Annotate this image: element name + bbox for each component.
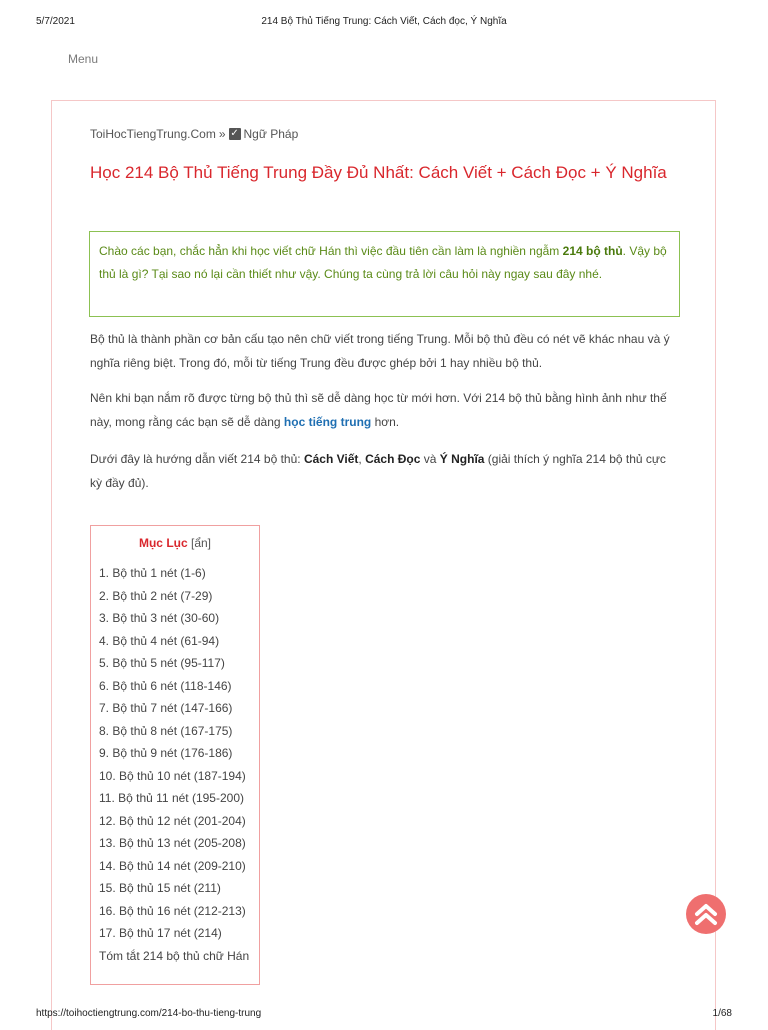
learn-chinese-link[interactable]: học tiếng trung (283, 415, 372, 429)
toc-item[interactable]: 1. Bộ thủ 1 nét (1-6) (99, 566, 206, 580)
toc-item[interactable]: 4. Bộ thủ 4 nét (61-94) (99, 633, 220, 648)
breadcrumb-category-link[interactable]: Ngữ Pháp (243, 127, 299, 141)
paragraph-guide (90, 447, 680, 495)
toc-item[interactable]: 14. Bộ thủ 14 nét (209-210) (99, 858, 246, 873)
toc-item[interactable]: 6. Bộ thủ 6 nét (118-146) (99, 678, 232, 693)
toc-item[interactable]: 11. Bộ thủ 11 nét (195-200) (99, 791, 244, 805)
toc-item[interactable]: 7. Bộ thủ 7 nét (147-166) (99, 701, 233, 715)
toc-item[interactable]: 8. Bộ thủ 8 nét (167-175) (99, 723, 233, 738)
intro-box (89, 231, 680, 317)
breadcrumb-home-link[interactable]: ToiHocTiengTrung.Com (90, 127, 216, 141)
toc-item[interactable]: Tóm tắt 214 bộ thủ chữ Hán (99, 948, 250, 963)
toc-toggle-button[interactable]: [ẩn] (191, 536, 212, 550)
paragraph-benefit (90, 386, 680, 434)
toc-item[interactable]: 17. Bộ thủ 17 nét (214) (99, 926, 222, 940)
print-doc-title: 214 Bộ Thủ Tiếng Trung: Cách Viết, Cách đọc, Ý Nghĩa (261, 16, 507, 27)
toc-item[interactable]: 9. Bộ thủ 9 nét (176-186) (99, 746, 233, 760)
print-header (0, 0, 768, 40)
toc-item[interactable]: 15. Bộ thủ 15 nét (211) (99, 881, 221, 895)
menu-button[interactable]: Menu (68, 52, 99, 66)
print-page-number: 1/68 (712, 1008, 732, 1019)
breadcrumb (90, 127, 298, 141)
table-of-contents (90, 525, 260, 985)
article-card (51, 100, 716, 1030)
guide-text-end: (giải thích ý nghĩa 214 bộ thủ cực kỳ đầy đủ). (90, 452, 666, 490)
toc-item[interactable]: 12. Bộ thủ 12 nét (201-204) (99, 813, 246, 828)
guide-comma: , (358, 452, 366, 466)
intro-text-rest: . Vậy bộ thủ là gì? Tại sao nó lại cần thiết như vậy. Chúng ta cùng trả lời câu hỏi này ngay sau đây nhé. (99, 244, 667, 281)
toc-list (91, 562, 259, 967)
breadcrumb-separator: » (218, 127, 226, 141)
toc-item[interactable]: 16. Bộ thủ 16 nét (212-213) (99, 903, 246, 918)
intro-highlight: 214 bộ thủ (562, 244, 623, 258)
guide-text: Dưới đây là hướng dẫn viết 214 bộ thủ: (90, 452, 304, 466)
guide-writing: Cách Viết (303, 452, 359, 466)
scroll-to-top-button[interactable] (686, 894, 726, 934)
guide-meaning: Ý Nghĩa (439, 452, 485, 466)
toc-item[interactable]: 13. Bộ thủ 13 nét (205-208) (99, 836, 246, 850)
guide-reading: Cách Đọc (365, 452, 421, 466)
intro-text: Chào các bạn, chắc hẳn khi học viết chữ Hán thì việc đầu tiên cần làm là nghiền ngẫm (99, 244, 563, 258)
print-date: 5/7/2021 (36, 16, 75, 27)
print-footer (0, 988, 768, 1024)
page-title: Học 214 Bộ Thủ Tiếng Trung Đầy Đủ Nhất: Cách Viết + Cách Đọc + Ý Nghĩa (90, 163, 667, 182)
chevron-up-icon (694, 900, 718, 928)
toc-title: Mục Lục (138, 536, 188, 550)
toc-item[interactable]: 10. Bộ thủ 10 nét (187-194) (99, 768, 246, 783)
paragraph-definition: Bộ thủ là thành phần cơ bản cấu tạo nên chữ viết trong tiếng Trung. Mỗi bộ thủ đều có nét vẽ khác nhau và ý nghĩa riêng biệt. Trong đó, mỗi từ tiếng Trung đều được ghép bởi 1 hay nhiều bộ thủ. (90, 332, 670, 370)
print-url: https://toihoctiengtrung.com/214-bo-thu-tieng-trung (36, 1008, 262, 1019)
toc-item[interactable]: 5. Bộ thủ 5 nét (95-117) (99, 656, 225, 670)
checkbox-icon: ✓ (230, 128, 239, 139)
paragraph-benefit-end: hơn. (371, 415, 400, 429)
toc-item[interactable]: 2. Bộ thủ 2 nét (7-29) (99, 588, 213, 603)
toc-item[interactable]: 3. Bộ thủ 3 nét (30-60) (99, 611, 220, 625)
guide-and: và (420, 452, 440, 466)
toc-header (91, 536, 259, 550)
paragraph-benefit-text: Nên khi bạn nắm rõ được từng bộ thủ thì sẽ dễ dàng học từ mới hơn. Với 214 bộ thủ bằng hình ảnh như thế này, mong rằng các bạn sẽ dễ dàng (90, 391, 667, 429)
